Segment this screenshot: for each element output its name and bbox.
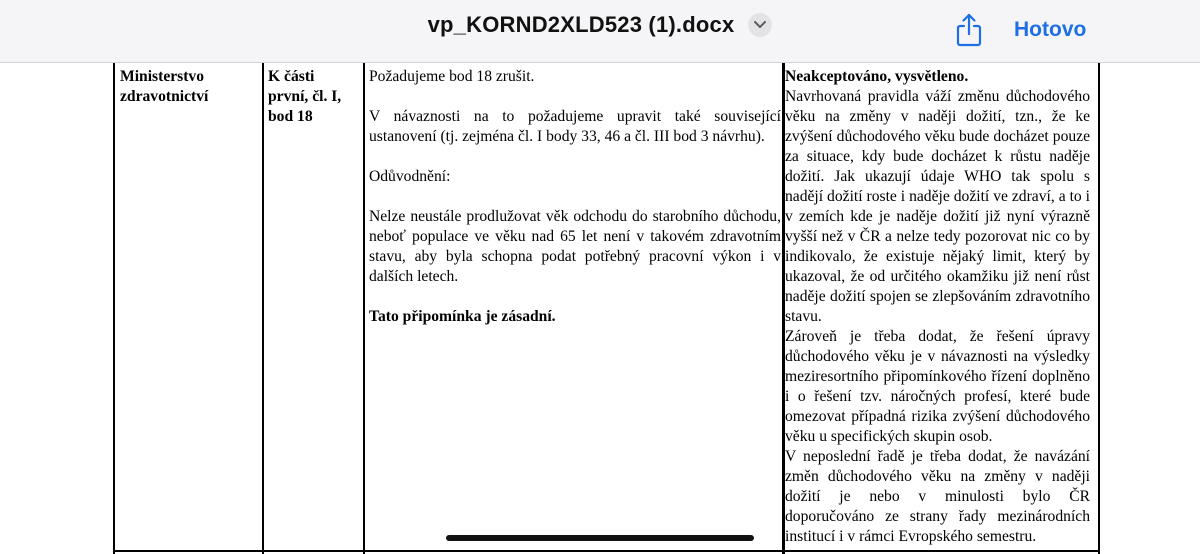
chevron-down-icon[interactable] [748, 13, 772, 37]
resolution-paragraph-3: V neposlední řadě je třeba dodat, že navázání změn důchodového věku na změny v naději dožití je nebo v minulosti bylo ČR doporučováno ze strany řady mezinárodních institucí i v rámci Evropského semestru. [785, 448, 1090, 545]
comment-justification: Nelze neustále prodlužovat věk odchodu do starobního důchodu, neboť populace ve věku nad 65 let není v takovém zdravotním stavu, aby byla schopna podat potřebný pracovní výkon i v dalších letech. [369, 208, 781, 285]
done-button[interactable]: Hotovo [1014, 18, 1087, 41]
resolution-heading: Neakceptováno, vysvětleno. [785, 68, 969, 85]
comment-fundamental: Tato připomínka je zásadní. [369, 308, 556, 325]
comment-cell [369, 67, 781, 327]
resolution-cell [785, 67, 1090, 547]
resolution-paragraph-2: Zároveň je třeba dodat, že řešení úpravy důchodového věku je v návaznosti na výsledky meziresortního připomínkového řízení doplněno i o řešení tzv. náročných profesí, které bude omezovat případná rizika zvýšení důchodového věku u specifických skupin osob. [785, 328, 1090, 445]
comment-request: Požadujeme bod 18 zrušit. [369, 68, 535, 85]
column-divider-2 [363, 63, 365, 554]
document-title[interactable]: vp_KORND2XLD523 (1).docx [427, 12, 735, 37]
reference-cell: K části první, čl. I, bod 18 [268, 68, 342, 125]
home-indicator[interactable] [446, 535, 754, 541]
comment-related: V návaznosti na to požadujeme upravit také související ustanovení (tj. zejména čl. I body 33, 46 a čl. III bod 3 návrhu). [369, 108, 781, 145]
column-divider-1 [262, 63, 264, 554]
resolution-paragraph-1: Navrhovaná pravidla váží změnu důchodového věku na změny v naději dožití, tzn., že ke zvýšení důchodového věku bude docházet pouze za situace, kdy bude docházet k růstu naděje dožití. Jak ukazují údaje WHO tak spolu s nadějí dožití roste i naděje dožití ve zdraví, a to i v zemích kde je naděje dožití již nyní výrazně vyšší než v ČR a nelze tedy pozorovat nic co by indikovalo, že existuje nějaký limit, který by ukazoval, že od určitého okamžiku již není růst naděje dožití spojen se zlepšováním zdravotního stavu. [785, 88, 1090, 325]
table-border-right [1098, 63, 1100, 554]
submitter-cell: Ministerstvo zdravotnictví [120, 68, 209, 105]
row-divider [113, 550, 1100, 552]
table-border-left [113, 63, 115, 554]
document-toolbar [0, 0, 1200, 63]
comment-justification-label: Odůvodnění: [369, 168, 451, 185]
comments-table [113, 63, 1100, 554]
share-icon[interactable] [955, 12, 983, 48]
